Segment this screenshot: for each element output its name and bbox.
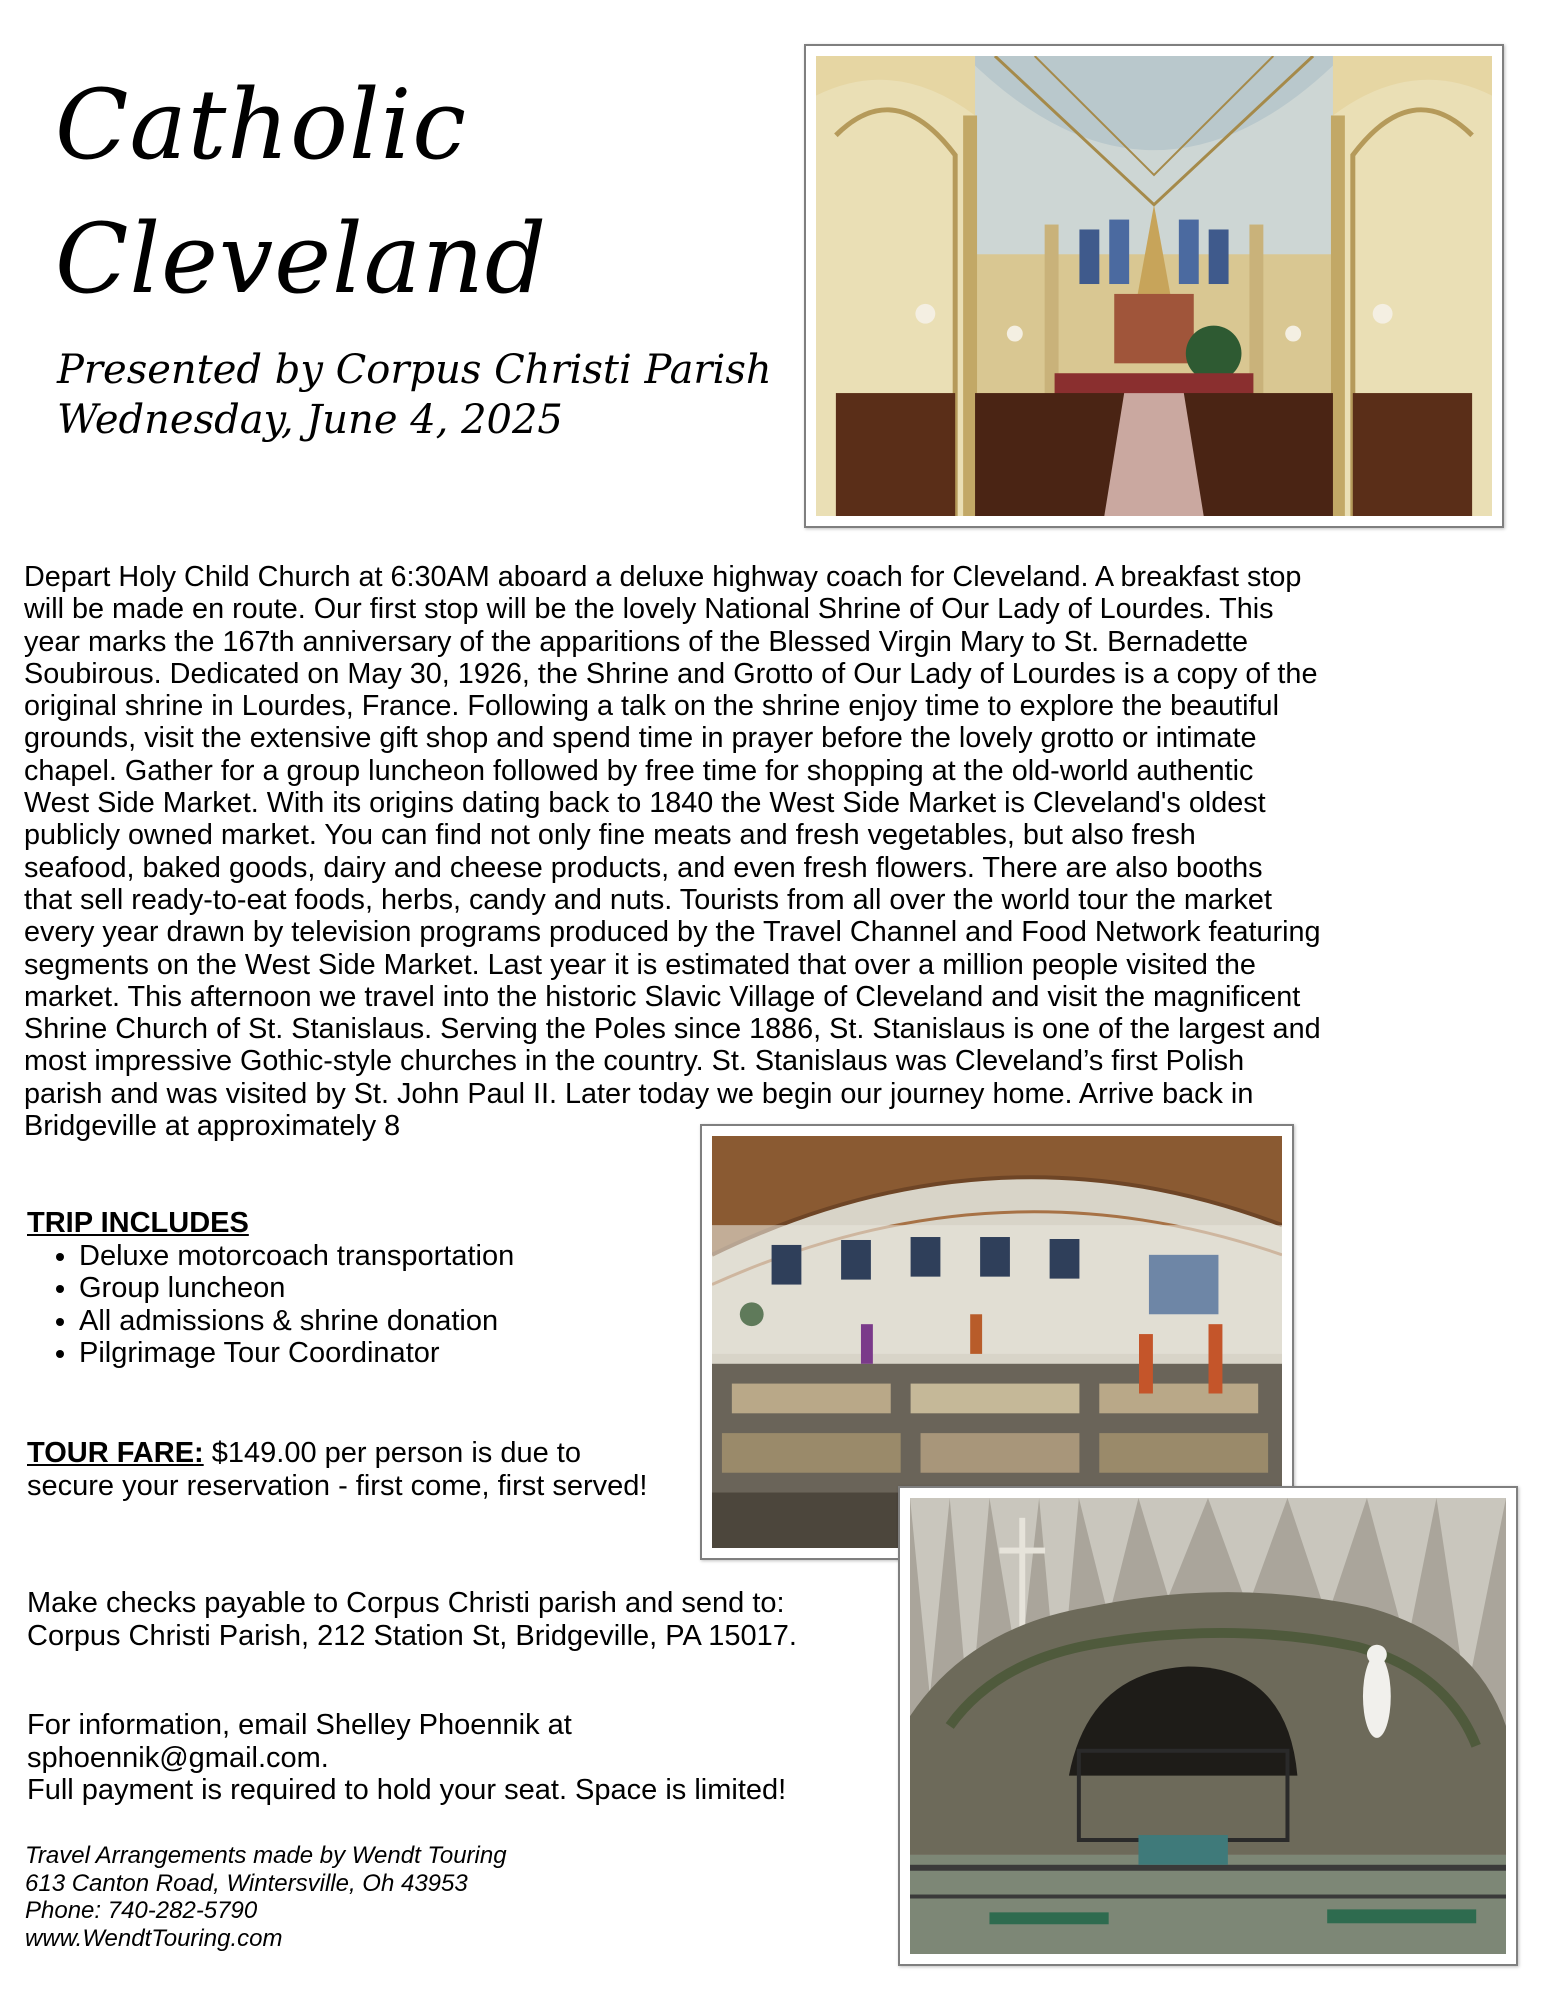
checks-line-2: Corpus Christi Parish, 212 Station St, Bridgeville, PA 15017. <box>27 1619 797 1652</box>
list-item: • All admissions & shrine donation <box>79 1305 514 1338</box>
info-line-3: Full payment is required to hold your seat. Space is limited! <box>27 1774 787 1806</box>
list-item: • Deluxe motorcoach transportation <box>79 1240 514 1273</box>
subtitle <box>57 345 772 445</box>
contact-email: sphoennik@gmail.com. <box>27 1741 329 1774</box>
info-line-1: For information, email Shelley Phoennik at <box>27 1709 572 1741</box>
lourdes-grotto-photo <box>898 1486 1518 1966</box>
tour-fare-section <box>27 1437 667 1502</box>
list-item: • Pilgrimage Tour Coordinator <box>79 1337 514 1370</box>
lourdes-grotto-image <box>910 1498 1506 1954</box>
trip-includes-list <box>27 1240 514 1370</box>
cathedral-interior-photo <box>804 44 1504 528</box>
contact-info <box>27 1709 786 1807</box>
trip-includes-heading: TRIP INCLUDES <box>27 1207 249 1239</box>
title-line-1: Catholic <box>55 69 468 181</box>
tour-fare-heading: TOUR FARE: <box>27 1437 204 1469</box>
title-line-2: Cleveland <box>55 203 548 315</box>
tour-fare-text: $149.00 per person is due to secure your reservation - first come, first served! <box>27 1437 648 1502</box>
payment-instructions <box>27 1587 797 1652</box>
trip-includes-section <box>27 1207 514 1370</box>
presenter-line: Presented by Corpus Christi Parish <box>57 347 772 393</box>
travel-address: 613 Canton Road, Wintersville, Oh 43953 <box>25 1869 468 1897</box>
cathedral-interior-image <box>816 56 1492 516</box>
travel-website: www.WendtTouring.com <box>25 1924 283 1952</box>
list-item: • Group luncheon <box>79 1272 514 1305</box>
travel-line-1: Travel Arrangements made by Wendt Touring <box>25 1842 507 1869</box>
travel-agency-info <box>25 1842 507 1952</box>
checks-line-1: Make checks payable to Corpus Christi parish and send to: <box>27 1587 785 1619</box>
date-line: Wednesday, June 4, 2025 <box>57 397 563 443</box>
travel-phone: Phone: 740-282-5790 <box>25 1897 258 1924</box>
page-title <box>55 58 547 326</box>
trip-description: Depart Holy Child Church at 6:30AM aboard a deluxe highway coach for Cleveland. A breakfast stop will be made en route. Our first stop will be the lovely National Shrine of Our Lady of Lourdes. This year marks the 167th anniversary of the apparitions of the Blessed Virgin Mary to St. Bernadette Soubirous. Dedicated on May 30, 1926, the Shrine and Grotto of Our Lady of Lourdes is a copy of the original shrine in Lourdes, France. Following a talk on the shrine enjoy time to explore the beautiful grounds, visit the extensive gift shop and spend time in prayer before the lovely grotto or intimate chapel. Gather for a group luncheon followed by free time for shopping at the old-world authentic West Side Market. With its origins dating back to 1840 the West Side Market is Cleveland's oldest publicly owned market. You can find not only fine meats and fresh vegetables, but also fresh seafood, baked goods, dairy and cheese products, and even fresh flowers. There are also booths that sell ready-to-eat foods, herbs, candy and nuts. Tourists from all over the world tour the market every year drawn by television programs produced by the Travel Channel and Food Network featuring segments on the West Side Market. Last year it is estimated that over a million people visited the market. This afternoon we travel into the historic Slavic Village of Cleveland and visit the magnificent Shrine Church of St. Stanislaus. Serving the Poles since 1886, St. Stanislaus is one of the largest and most impressive Gothic-style churches in the country. St. Stanislaus was Cleveland’s first Polish parish and was visited by St. John Paul II. Later today we begin our journey home. Arrive back in Bridgeville at approximately 8 <box>24 561 1321 1143</box>
